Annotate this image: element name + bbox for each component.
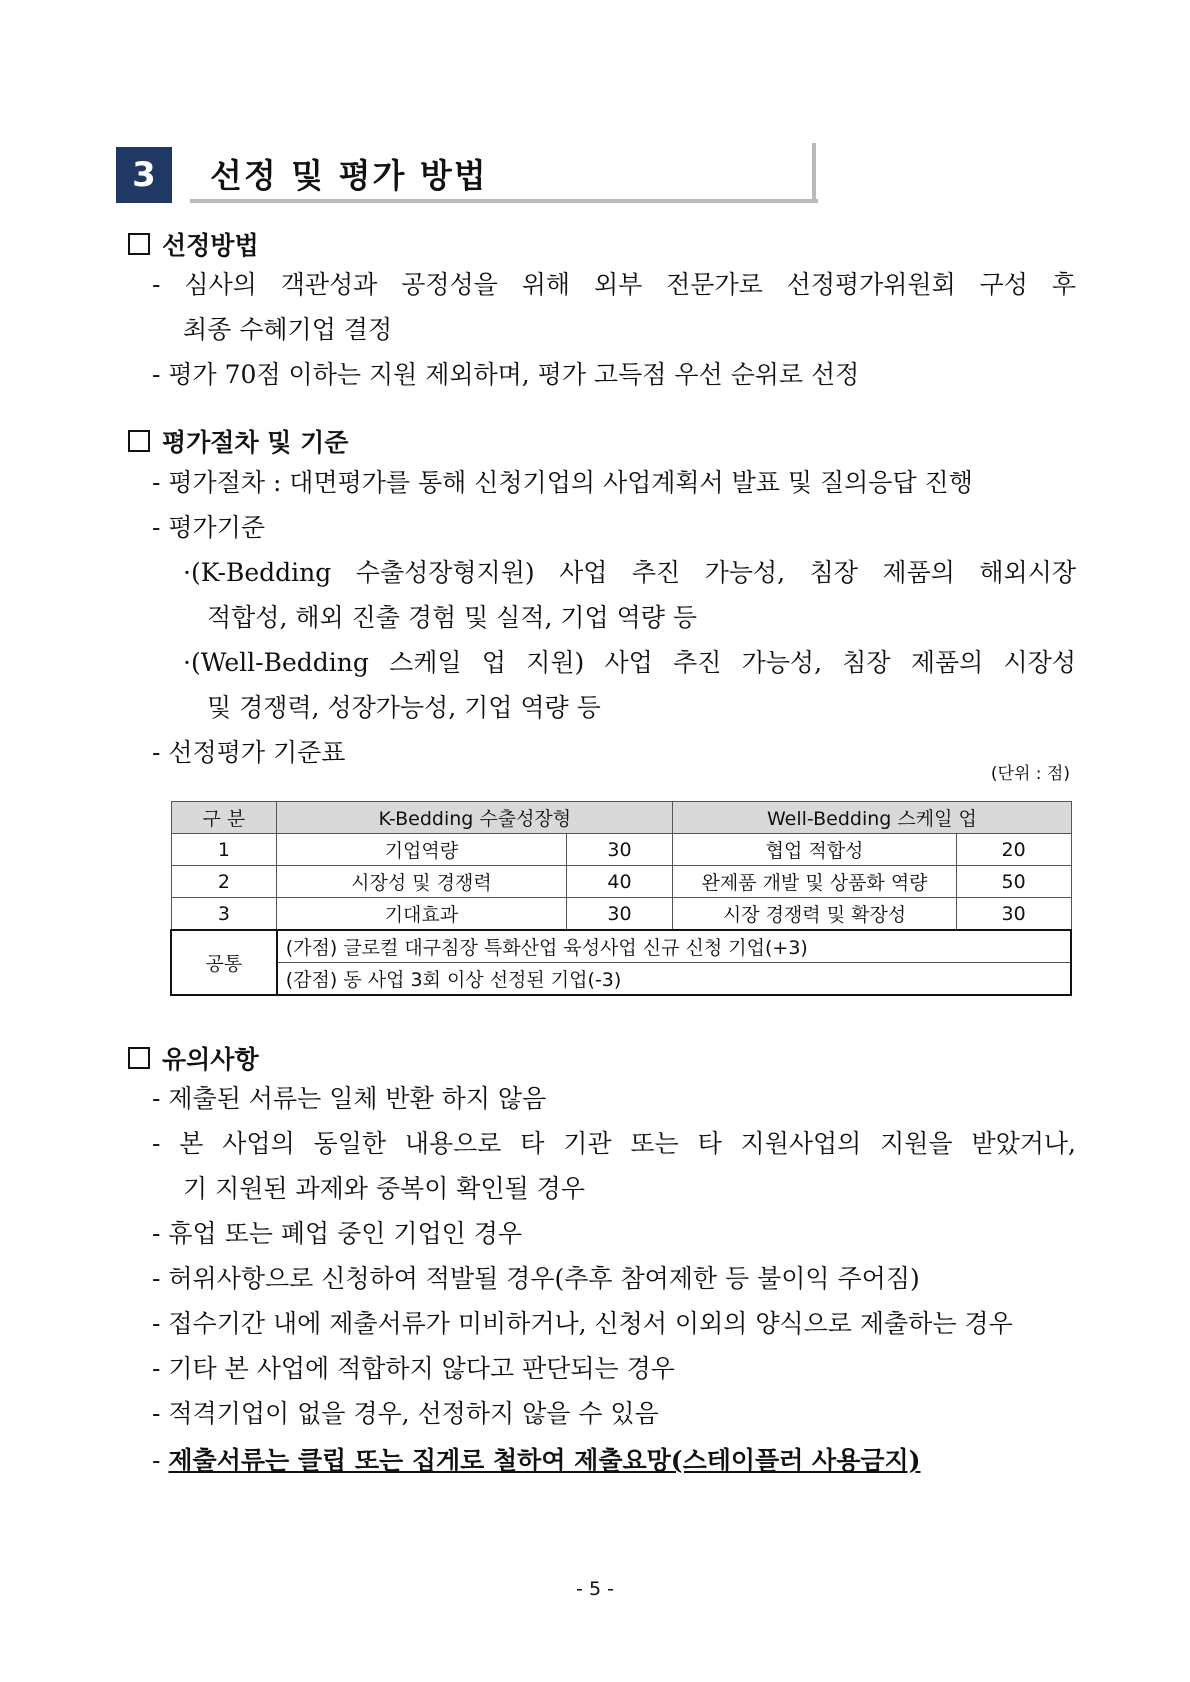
table-common-row (171, 963, 1071, 996)
list-item: - 평가 70점 이하는 지원 제외하며, 평가 고득점 우선 순위로 선정 (152, 360, 860, 389)
k-score: 40 (566, 866, 673, 898)
k-score: 30 (566, 898, 673, 931)
note-item: - 휴업 또는 폐업 중인 기업인 경우 (152, 1219, 523, 1248)
k-item: 기대효과 (277, 898, 566, 931)
criteria-bullet: ·(K-Bedding 수출성장형지원) 사업 추진 가능성, 침장 제품의 해외시장 (183, 558, 1076, 587)
important-note (152, 1446, 921, 1476)
w-item: 협업 적합성 (673, 834, 956, 866)
note-item: - 허위사항으로 신청하여 적발될 경우(추후 참여제한 등 불이익 주어짐) (152, 1264, 920, 1293)
criteria-bullet-continued: 및 경쟁력, 성장가능성, 기업 역량 등 (207, 693, 601, 722)
important-note-text: 제출서류는 클립 또는 집게로 철하여 제출요망(스테이플러 사용금지) (168, 1446, 921, 1475)
criteria-bullet: ·(Well-Bedding 스케일 업 지원) 사업 추진 가능성, 침장 제품의 시장성 (183, 648, 1076, 677)
note-item: - 접수기간 내에 제출서류가 미비하거나, 신청서 이외의 양식으로 제출하는 경우 (152, 1309, 1013, 1338)
w-score: 20 (956, 834, 1071, 866)
checkbox-square-icon (128, 233, 150, 255)
section-heading-evaluation-procedure (128, 423, 348, 459)
k-item: 시장성 및 경쟁력 (277, 866, 566, 898)
note-item-continued: 기 지원된 과제와 중복이 확인될 경우 (183, 1174, 585, 1203)
row-number: 1 (171, 834, 277, 866)
row-number: 3 (171, 898, 277, 931)
list-item-continued: 최종 수혜기업 결정 (183, 315, 393, 344)
w-item: 시장 경쟁력 및 확장성 (673, 898, 956, 931)
k-score: 30 (566, 834, 673, 866)
procedure-text: - 평가절차 : 대면평가를 통해 신청기업의 사업계획서 발표 및 질의응답 진행 (152, 468, 973, 497)
note-item: - 기타 본 사업에 적합하지 않다고 판단되는 경우 (152, 1354, 675, 1383)
header-well-bedding: Well-Bedding 스케일 업 (673, 802, 1071, 834)
table-label: - 선정평가 기준표 (152, 738, 346, 767)
section-number-badge: 3 (116, 147, 172, 203)
row-number: 2 (171, 866, 277, 898)
evaluation-criteria-table (170, 801, 1072, 996)
section-title: 유의사항 (162, 1045, 259, 1074)
page-title: 선정 및 평가 방법 (210, 156, 488, 195)
w-item: 완제품 개발 및 상품화 역량 (673, 866, 956, 898)
table-header-row (171, 802, 1071, 834)
section-heading-selection-method (128, 226, 259, 262)
unit-label: (단위 : 점) (990, 764, 1070, 784)
page-number: - 5 - (576, 1578, 614, 1600)
w-score: 50 (956, 866, 1071, 898)
note-item: - 본 사업의 동일한 내용으로 타 기관 또는 타 지원사업의 지원을 받았거나, (152, 1129, 1076, 1158)
common-label: 공통 (171, 930, 277, 995)
section-heading-notes (128, 1040, 259, 1076)
k-item: 기업역량 (277, 834, 566, 866)
list-item: - 심사의 객관성과 공정성을 위해 외부 전문가로 선정평가위원회 구성 후 (152, 270, 1076, 299)
w-score: 30 (956, 898, 1071, 931)
note-item: - 제출된 서류는 일체 반환 하지 않음 (152, 1084, 547, 1113)
table-row (171, 898, 1071, 931)
table-row (171, 834, 1071, 866)
title-underline (190, 199, 818, 203)
header-category: 구 분 (171, 802, 277, 834)
section-title: 평가절차 및 기준 (162, 428, 349, 457)
table-common-row (171, 930, 1071, 963)
note-item: - 적격기업이 없을 경우, 선정하지 않을 수 있음 (152, 1399, 659, 1428)
header-k-bedding: K-Bedding 수출성장형 (277, 802, 673, 834)
criteria-bullet-continued: 적합성, 해외 진출 경험 및 실적, 기업 역량 등 (207, 603, 698, 632)
criteria-label: - 평가기준 (152, 513, 265, 542)
checkbox-square-icon (128, 430, 150, 452)
bonus-rule: (가점) 글로컬 대구침장 특화산업 육성사업 신규 신청 기업(+3) (277, 930, 1071, 963)
checkbox-square-icon (128, 1047, 150, 1069)
table-row (171, 866, 1071, 898)
important-dash: - (152, 1446, 161, 1475)
title-side-rule (812, 143, 816, 203)
penalty-rule: (감점) 동 사업 3회 이상 선정된 기업(-3) (277, 963, 1071, 996)
section-title: 선정방법 (162, 231, 259, 260)
